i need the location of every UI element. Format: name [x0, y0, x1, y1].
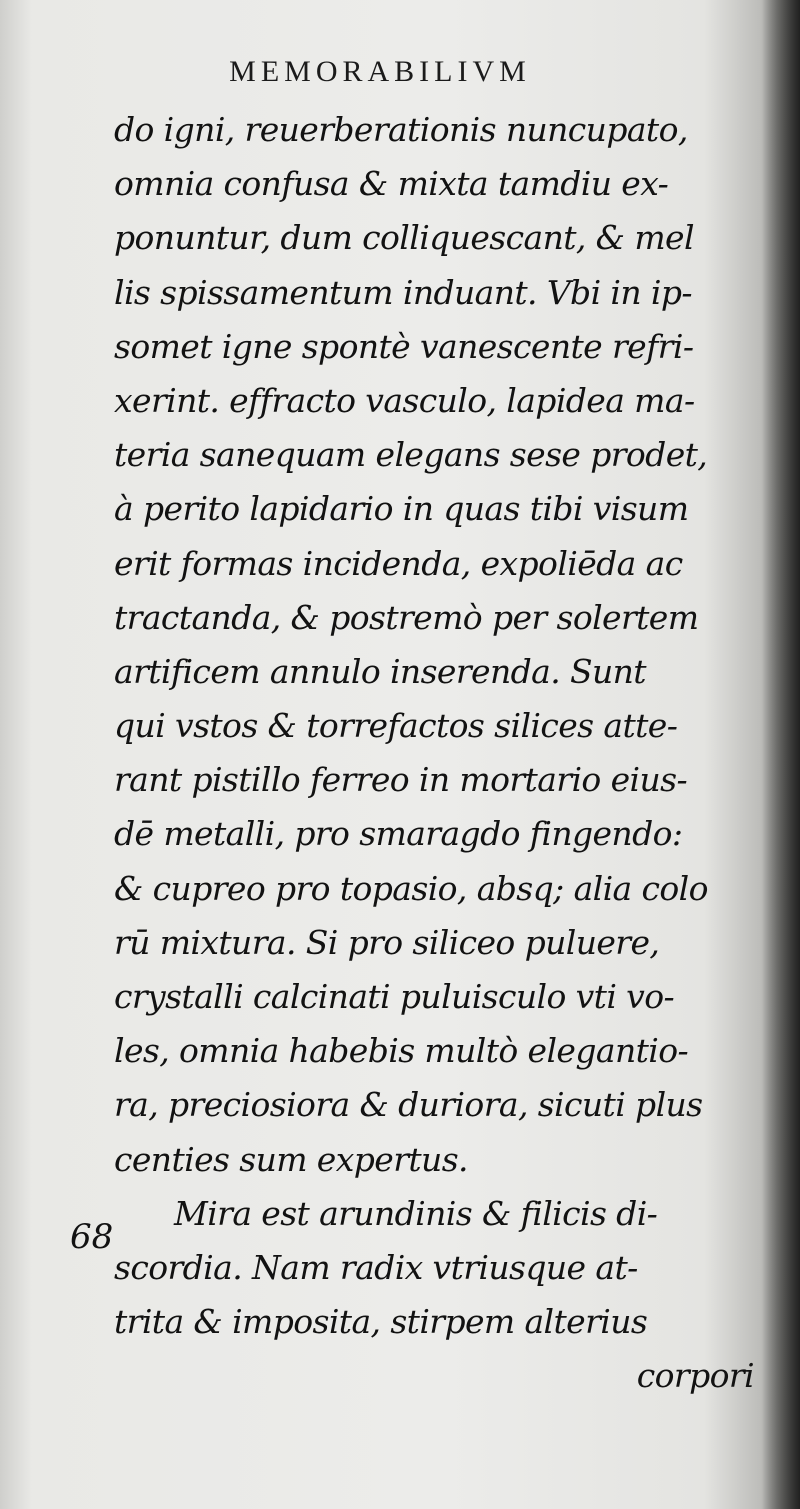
text-line: ra, preciosiora & duriora, sicuti plus [114, 1085, 703, 1125]
text-line: centies sum expertus. [114, 1139, 468, 1179]
text-line: erit formas incidenda, expoliēda ac [114, 543, 683, 583]
text-line: rant pistillo ferreo in mortario eius- [114, 760, 688, 800]
text-line: omnia confusa & mixta tamdiu ex- [114, 164, 669, 204]
body-text [114, 103, 764, 1404]
text-line: rū mixtura. Si pro siliceo puluere, [114, 922, 660, 962]
text-line: scordia. Nam radix vtriusque at- [114, 1247, 638, 1287]
catchword: corpori [636, 1356, 754, 1396]
text-line: teria sanequam elegans sese prodet, [114, 435, 708, 475]
text-line: à perito lapidario in quas tibi visum [114, 489, 689, 529]
text-line: tractanda, & postremò per solertem [114, 597, 699, 637]
text-line: & cupreo pro topasio, absq; alia colo [114, 868, 708, 908]
text-line: somet igne spontè vanescente refri- [114, 326, 694, 366]
running-head: MEMORABILIVM [229, 55, 531, 88]
text-line: Mira est arundinis & filicis di- [174, 1193, 658, 1233]
text-line: crystalli calcinati puluisculo vti vo- [114, 977, 675, 1016]
text-line: dē metalli, pro smaragdo fingendo: [114, 814, 683, 854]
text-line: do igni, reuerberationis nuncupato, [114, 110, 688, 149]
text-line: lis spissamentum induant. Vbi in ip- [114, 272, 692, 312]
page-gutter-shadow [762, 0, 800, 1509]
text-line: artificem annulo inserenda. Sunt [114, 651, 646, 691]
margin-section-number: 68 [70, 1217, 114, 1257]
text-line: xerint. effracto vasculo, lapidea ma- [114, 380, 695, 420]
text-line: les, omnia habebis multò elegantio- [114, 1031, 689, 1071]
text-line: qui vstos & torrefactos silices atte- [114, 706, 678, 746]
text-line: trita & imposita, stirpem alterius [114, 1302, 648, 1342]
text-line: ponuntur, dum colliquescant, & mel [114, 218, 694, 258]
